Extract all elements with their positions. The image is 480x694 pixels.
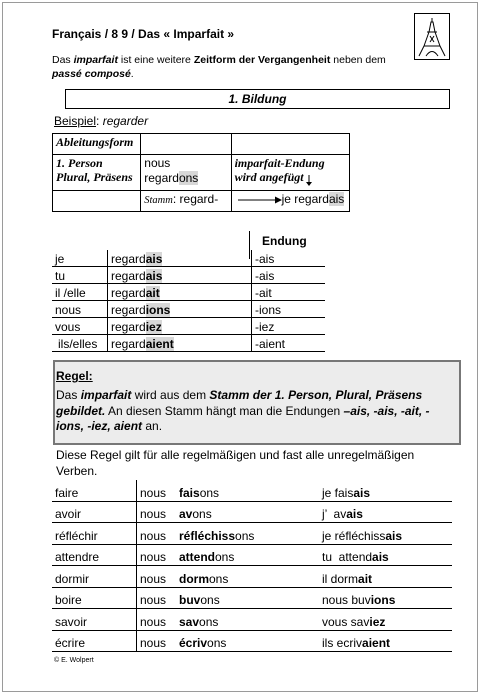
section-title: 1. Bildung (228, 92, 287, 106)
rule-note: Diese Regel gilt für alle regelmäßigen und fast alle unregelmäßigen Verben. (56, 448, 415, 478)
copyright: © E. Wolpert (54, 657, 94, 664)
table-row: avoir nous avons j’ avais (52, 501, 452, 523)
table-row: ils/elles regardaient -aient (52, 335, 325, 352)
table-row: tu regardais -ais (52, 267, 325, 284)
table-row: boire nous buvons nous buvions (52, 587, 452, 609)
rule-title: Regel: (56, 369, 93, 383)
table-row: écrire nous écrivons ils ecrivaient (52, 630, 452, 652)
result-ending: ais (328, 192, 345, 206)
stem-value: : regard- (172, 192, 219, 206)
table-row: savoir nous savons vous saviez (52, 609, 452, 631)
section-heading (65, 89, 450, 109)
example-verb: regarder (102, 114, 149, 128)
table-row: réfléchir nous réfléchissons je réfléchissais (52, 523, 452, 545)
rule-text: Das imparfait wird aus dem Stamm der 1. Person, Plural, Präsens gebildet. An diesen Stamm hängt man die Endungen –ais, -ais, -ait, -ions, -iez, aient an. (56, 388, 430, 433)
derivation-note: imparfait-Endung wird angefügt (234, 156, 325, 184)
page-title: Français / 8 9 / Das « Imparfait » (52, 27, 235, 41)
eiffel-tower-icon (414, 13, 450, 60)
example-label: Beispiel (54, 114, 97, 128)
derivation-person-label: 1. Person Plural, Präsens (53, 155, 141, 191)
arrow-down-icon (305, 175, 313, 187)
table-row: nous regardions -ions (52, 301, 325, 318)
stem-label: Stamm (144, 195, 173, 206)
result-word: je regard (281, 192, 329, 206)
endung-header: Endung (262, 234, 307, 248)
example-line: Beispiel: regarder (54, 114, 149, 128)
table-row: je regardais -ais (52, 250, 325, 267)
conjugation-table (52, 250, 325, 352)
table-row: vous regardiez -iez (52, 318, 325, 335)
table-row: dormir nous dormons il dormait (52, 566, 452, 588)
table-row: faire nous faisons je faisais (52, 480, 452, 501)
derivation-stem-form: regardons (144, 171, 199, 185)
table-row: attendre nous attendons tu attendais (52, 544, 452, 566)
intro-text: Das imparfait ist eine weitere Zeitform der Vergangenheit neben dem passé composé. (52, 54, 386, 80)
derivation-header: Ableitungsform (56, 135, 134, 149)
verb-examples-table (52, 480, 452, 652)
table-row: il /elle regardait -ait (52, 284, 325, 301)
arrow-right-icon (238, 195, 282, 205)
derivation-table (52, 133, 350, 212)
derivation-pronoun: nous (144, 156, 171, 170)
